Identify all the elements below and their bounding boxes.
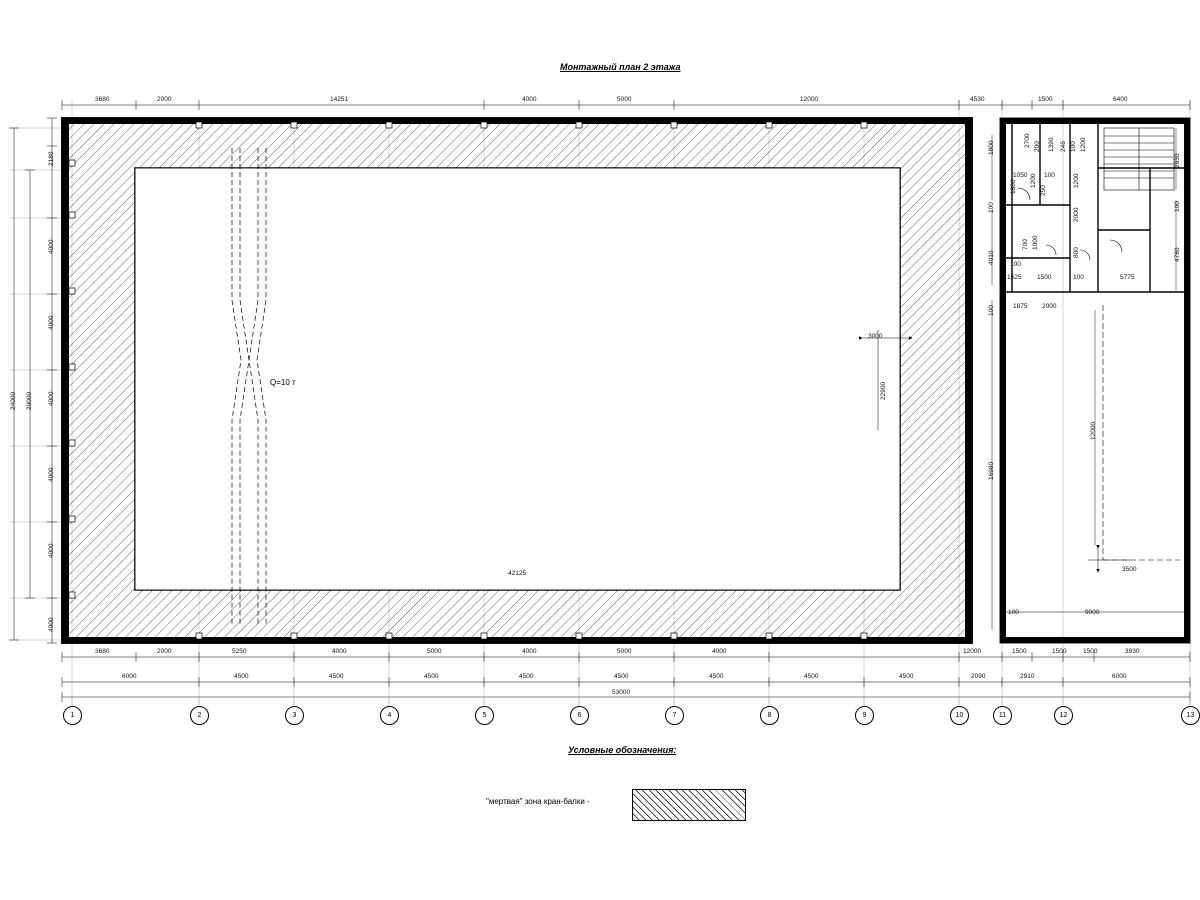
dim-span-11: 2910 [1020, 673, 1035, 680]
dim-left-3: 4000 [48, 315, 55, 330]
dim-room-246: 246 [1060, 141, 1067, 152]
dim-span-10: 2090 [971, 673, 986, 680]
dim-room-1200: 1200 [1080, 137, 1087, 152]
dim-door-1050: 1050 [1013, 172, 1028, 179]
dim-span-8: 4500 [804, 673, 819, 680]
dim-room-100a: 100 [1070, 141, 1077, 152]
dim-right-100a: 100 [988, 202, 995, 213]
dim-top-4: 4000 [522, 96, 537, 103]
dim-right-12000: 12000 [1090, 421, 1097, 440]
dim-top-2: 2000 [157, 96, 172, 103]
dim-offset-3000: 3000 [868, 333, 883, 340]
dim-total-length: 53000 [612, 689, 631, 696]
dim-span-1: 6000 [122, 673, 137, 680]
grid-bubble-11[interactable]: 11 [993, 706, 1012, 725]
dim-room-100c: 100 [1010, 261, 1021, 268]
dim-bottom-4: 4000 [332, 648, 347, 655]
crane-load-label: Q=10 т [270, 378, 296, 387]
dim-left-7: 4000 [48, 617, 55, 632]
dim-room-2000: 2000 [1073, 207, 1080, 222]
dim-room-100d: 100 [1073, 274, 1084, 281]
dim-room-100b: 100 [1044, 172, 1055, 179]
dim-bottom-8: 4000 [712, 648, 727, 655]
dim-top-6: 12000 [800, 96, 819, 103]
dim-bottom-13: 3930 [1125, 648, 1140, 655]
grid-bubble-3[interactable]: 3 [285, 706, 304, 725]
dim-left-overall-20000: 20000 [26, 391, 33, 410]
dim-bottom-1: 3680 [95, 648, 110, 655]
grid-bubble-9[interactable]: 9 [855, 706, 874, 725]
dim-span-5: 4500 [519, 673, 534, 680]
dim-room-1525: 1525 [1007, 274, 1022, 281]
dim-room-250: 250 [1040, 185, 1047, 196]
dim-bottom-9: 12000 [963, 648, 982, 655]
dim-room-800: 800 [1073, 247, 1080, 258]
dim-left-5: 4000 [48, 467, 55, 482]
legend-item-label: "мертвая" зона кран-балки - [486, 797, 590, 806]
dim-span-3: 4500 [329, 673, 344, 680]
dim-top-7: 4530 [970, 96, 985, 103]
dim-span-9: 4500 [899, 673, 914, 680]
dim-right-3500: 3500 [1122, 566, 1137, 573]
dim-bottom-12: 1500 [1083, 648, 1098, 655]
dim-bottom-10: 1500 [1012, 648, 1027, 655]
dim-top-5: 5000 [617, 96, 632, 103]
grid-bubble-5[interactable]: 5 [475, 706, 494, 725]
dim-room-1200b: 1200 [1030, 173, 1037, 188]
dim-top-8: 1500 [1038, 96, 1053, 103]
dim-bottom-3: 5250 [232, 648, 247, 655]
dim-bottom-6: 4000 [522, 648, 537, 655]
plan-title: Монтажный план 2 этажа [560, 62, 681, 72]
dim-room-1200c: 1200 [1073, 173, 1080, 188]
dim-left-2: 4000 [48, 239, 55, 254]
grid-bubble-7[interactable]: 7 [665, 706, 684, 725]
dim-hall-width: 42125 [508, 570, 527, 577]
grid-bubble-6[interactable]: 6 [570, 706, 589, 725]
dim-left-overall-24000: 24000 [10, 391, 17, 410]
dim-stair-4780: 4780 [1174, 247, 1181, 262]
dim-room-1390: 1390 [1048, 137, 1055, 152]
grid-bubble-12[interactable]: 12 [1054, 706, 1073, 725]
dim-room-200: 200 [1034, 141, 1041, 152]
grid-bubble-1[interactable]: 1 [63, 706, 82, 725]
dim-room-2000b: 2000 [1042, 303, 1057, 310]
dim-stair-100: 100 [1174, 201, 1181, 212]
dim-span-6: 4500 [614, 673, 629, 680]
dim-right-1800: 1800 [988, 140, 995, 155]
dim-hall-depth-right: 22900 [880, 381, 887, 400]
dim-door-700: 700 [1022, 239, 1029, 250]
dim-room-1500: 1500 [1037, 274, 1052, 281]
dim-door-1000: 1000 [1032, 235, 1039, 250]
dim-left-4: 4000 [48, 391, 55, 406]
grid-bubble-10[interactable]: 10 [950, 706, 969, 725]
dim-bottom-7: 5000 [617, 648, 632, 655]
dim-top-1: 3680 [95, 96, 110, 103]
grid-bubble-8[interactable]: 8 [760, 706, 779, 725]
dim-left-6: 4000 [48, 543, 55, 558]
dim-room-1875: 1875 [1013, 303, 1028, 310]
dim-bottom-2: 2000 [157, 648, 172, 655]
dim-span-12: 6000 [1112, 673, 1127, 680]
grid-bubble-2[interactable]: 2 [190, 706, 209, 725]
dim-room-1800: 1800 [1010, 179, 1017, 194]
dim-left-1: 2180 [48, 151, 55, 166]
dim-span-7: 4500 [709, 673, 724, 680]
dim-bottom-11: 1500 [1052, 648, 1067, 655]
dim-right-100c: 100 [1008, 609, 1019, 616]
dim-right-100b: 100 [988, 305, 995, 316]
dim-bottom-5: 5000 [427, 648, 442, 655]
dim-right-4010: 4010 [988, 250, 995, 265]
grid-bubble-13[interactable]: 13 [1181, 706, 1200, 725]
dim-top-3: 14251 [330, 96, 349, 103]
dim-span-2: 4500 [234, 673, 249, 680]
dim-top-9: 6400 [1113, 96, 1128, 103]
dim-stair-2930: 2930 [1174, 153, 1181, 168]
dim-span-4: 4500 [424, 673, 439, 680]
grid-bubble-4[interactable]: 4 [380, 706, 399, 725]
legend-title: Условные обозначения: [568, 745, 677, 755]
dim-room-2700: 2700 [1024, 133, 1031, 148]
dim-room-5775: 5775 [1120, 274, 1135, 281]
dim-right-9000: 9000 [1085, 609, 1100, 616]
dim-right-16980: 16980 [988, 461, 995, 480]
